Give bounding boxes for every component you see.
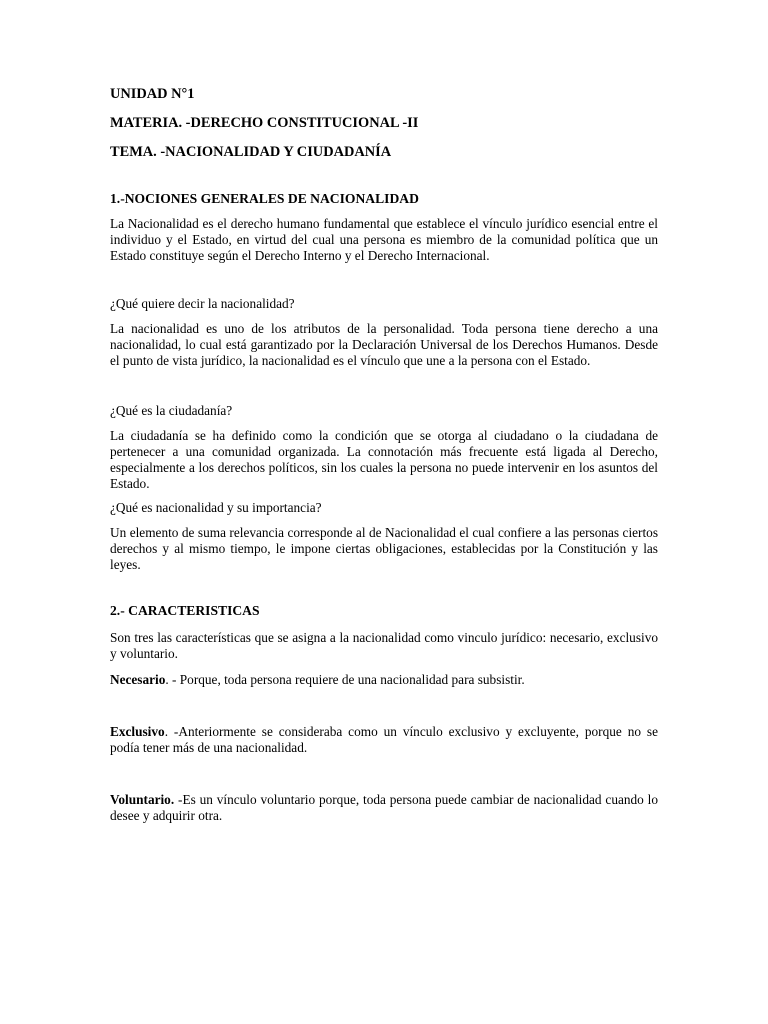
unit-heading: UNIDAD N°1 <box>110 86 195 102</box>
section1-title: 1.-NOCIONES GENERALES DE NACIONALIDAD <box>110 191 419 206</box>
characteristic-term: Necesario <box>110 672 166 687</box>
characteristic-voluntario <box>110 792 658 824</box>
characteristic-term: Exclusivo <box>110 724 165 739</box>
topic-heading: TEMA. -NACIONALIDAD Y CIUDADANÍA <box>110 144 392 160</box>
characteristic-necesario <box>110 672 658 688</box>
question-3: ¿Qué es nacionalidad y su importancia? <box>110 500 322 515</box>
subject-heading: MATERIA. -DERECHO CONSTITUCIONAL -II <box>110 115 419 131</box>
section2-intro: Son tres las características que se asigna a la nacionalidad como vinculo jurídico: necesario, exclusivo y voluntario. <box>110 630 658 661</box>
characteristic-text: -Es un vínculo voluntario porque, toda persona puede cambiar de nacionalidad cuando lo desee y adquirir otra. <box>110 792 658 823</box>
question-2: ¿Qué es la ciudadanía? <box>110 403 233 418</box>
answer-2: La ciudadanía se ha definido como la condición que se otorga al ciudadano o la ciudadana de pertenecer a una comunidad organizada. La connotación más frecuente está ligada al Derecho, especialmente a los derechos políticos, sin los cuales la persona no puede intervenir en los asuntos del Estado. <box>110 428 658 491</box>
section2-title: 2.- CARACTERISTICAS <box>110 603 260 618</box>
characteristic-text: . - Porque, toda persona requiere de una nacionalidad para subsistir. <box>165 672 525 687</box>
characteristic-term: Voluntario. <box>110 792 175 807</box>
section1-intro: La Nacionalidad es el derecho humano fundamental que establece el vínculo jurídico esencial entre el individuo y el Estado, en virtud del cual una persona es miembro de la comunidad política que un Estado constituye según el Derecho Interno y el Derecho Internacional. <box>110 216 658 263</box>
characteristic-exclusivo <box>110 724 658 756</box>
answer-3: Un elemento de suma relevancia corresponde al de Nacionalidad el cual confiere a las personas ciertos derechos y al mismo tiempo, le impone ciertas obligaciones, establecidas por la Constitución y las leyes. <box>110 525 658 572</box>
characteristic-text: . -Anteriormente se consideraba como un vínculo exclusivo y excluyente, porque no se podía tener más de una nacionalidad. <box>110 724 658 755</box>
question-1: ¿Qué quiere decir la nacionalidad? <box>110 296 295 311</box>
answer-1: La nacionalidad es uno de los atributos de la personalidad. Toda persona tiene derecho a una nacionalidad, lo cual está garantizado por la Declaración Universal de los Derechos Humanos. Desde el punto de vista jurídico, la nacionalidad es el vínculo que une a la persona con el Estado. <box>110 321 658 368</box>
